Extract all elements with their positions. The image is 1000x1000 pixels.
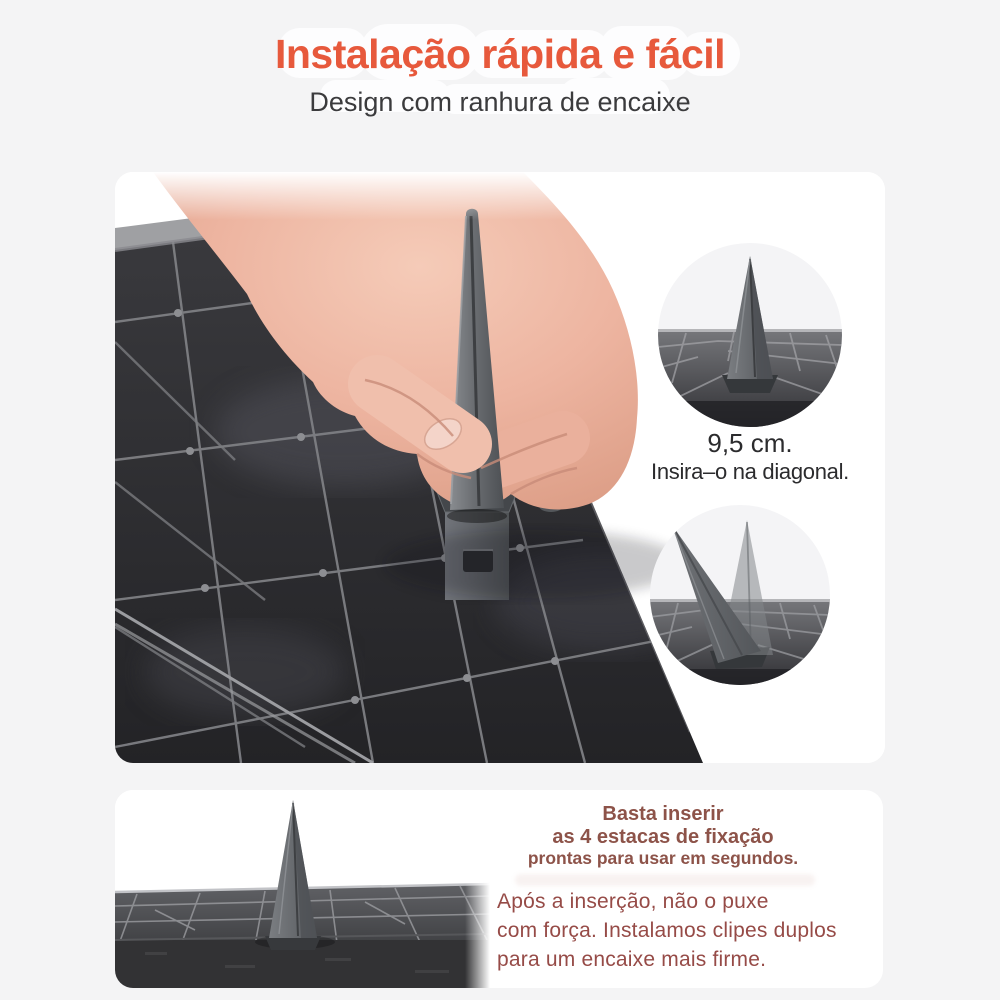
instruction-headline (483, 803, 843, 869)
erased-text-artifact (515, 874, 815, 886)
instruction-card (115, 790, 883, 988)
diagonal-insert-circle (650, 505, 830, 685)
page-title: Instalação rápida e fácil (274, 31, 726, 77)
headline-line: prontas para usar em segundos. (527, 848, 799, 868)
page-subtitle: Design com ranhura de encaixe (309, 87, 691, 117)
spike-length-text: 9,5 cm. (707, 428, 793, 458)
spike-insert-hint: Insira–o na diagonal. (651, 459, 849, 484)
spike-side-photo (115, 790, 490, 988)
diagonal-insert-illustration (650, 505, 830, 685)
body-line: para um encaixe mais firme. (497, 948, 767, 971)
spike-closeup-illustration (658, 243, 842, 427)
headline-line: Basta inserir (602, 803, 724, 825)
spike-closeup-circle (658, 243, 842, 427)
body-line: com força. Instalamos clipes duplos (497, 919, 837, 942)
headline-line: as 4 estacas de fixação (552, 826, 774, 848)
main-photo-card (115, 172, 885, 763)
header (0, 0, 1000, 118)
spike-caption (610, 428, 885, 486)
body-line: Após a inserção, não o puxe (497, 890, 769, 913)
instruction-body (497, 887, 877, 974)
